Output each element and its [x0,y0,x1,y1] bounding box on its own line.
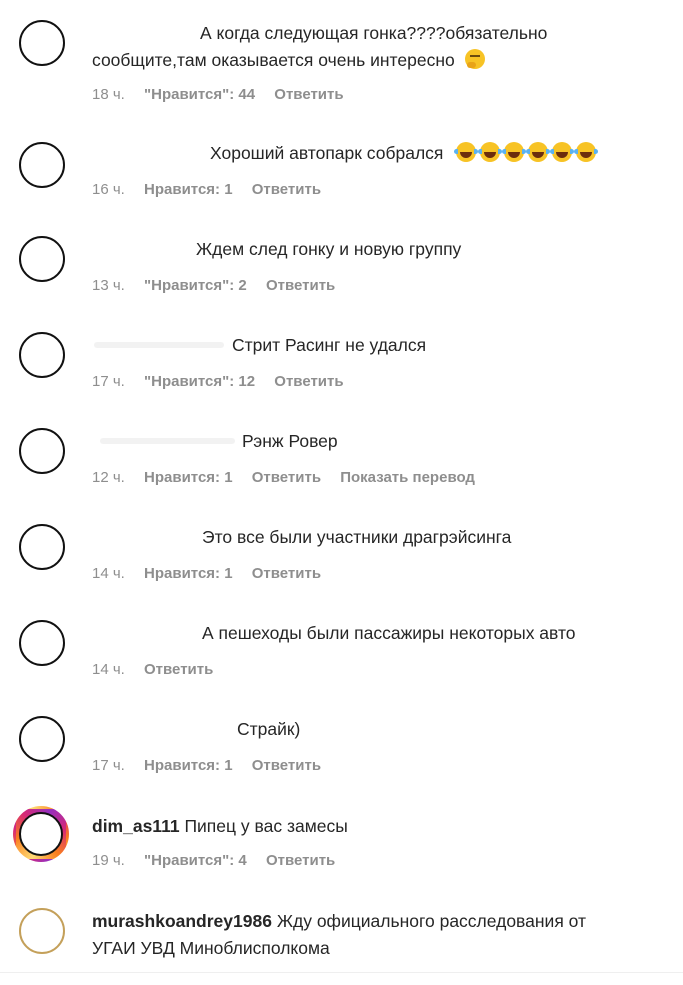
comment-item [0,600,683,696]
comment-text-line: Стрит Расинг не удался [232,335,427,355]
comment-time: 12 ч. [92,469,125,486]
comment-meta [92,86,359,103]
comment-text [92,236,663,263]
like-count-button[interactable]: "Нравится": 44 [144,86,256,103]
comment-text-line: сообщите,там оказывается очень интересно [92,50,455,70]
comment-time: 17 ч. [92,757,125,774]
like-count-button[interactable]: Нравится: 1 [144,469,233,486]
comment-item [0,504,683,600]
comment-text [92,908,663,962]
laughing-tears-icon [456,142,476,162]
comment-text-line: Жду официального расследования от [276,911,587,931]
avatar[interactable] [19,524,65,570]
laughing-tears-icon [504,142,524,162]
comment-text-line: Рэнж Ровер [242,431,338,451]
divider [0,972,683,973]
avatar[interactable] [19,428,65,474]
comment-text [92,620,663,647]
avatar[interactable] [19,332,65,378]
comment-item [0,888,683,985]
comment-text-line: А когда следующая гонка????обязательно [200,23,548,43]
comment-meta [92,757,336,774]
comment-item [0,792,683,888]
comment-item [0,408,683,504]
comment-time: 17 ч. [92,373,125,390]
comment-item [0,312,683,408]
comment-text [92,428,663,455]
thinking-face-icon [465,49,485,69]
comment-text [92,813,663,840]
comment-text-line: А пешеходы были пассажиры некоторых авто [202,623,576,643]
like-count-button[interactable]: "Нравится": 4 [144,852,247,869]
comment-meta [92,277,350,294]
show-translation-button[interactable]: Показать перевод [340,469,475,486]
avatar-with-story-ring[interactable] [13,806,69,862]
comment-time: 16 ч. [92,181,125,198]
comment-text [92,716,663,743]
comment-text-line: Пипец у вас замесы [184,816,348,836]
comment-meta [92,469,490,486]
comment-username[interactable]: dim_as111 [92,816,180,836]
comment-text [92,140,663,167]
comment-username[interactable]: murashkoandrey1986 [92,911,272,931]
reply-button[interactable]: Ответить [274,86,344,103]
reply-button[interactable]: Ответить [251,565,322,582]
reply-button[interactable]: Ответить [265,277,336,294]
laughing-tears-icon [576,142,596,162]
avatar[interactable] [19,908,65,954]
avatar [19,812,63,856]
comment-item [0,120,683,216]
comment-meta [92,661,228,678]
avatar[interactable] [19,620,65,666]
comment-meta [92,373,359,390]
comment-time: 14 ч. [92,661,125,678]
comment-meta [92,565,336,582]
reply-button[interactable]: Ответить [274,373,344,390]
avatar[interactable] [19,716,65,762]
comment-text-line: УГАИ УВД Миноблисполкома [92,938,330,958]
like-count-button[interactable]: "Нравится": 12 [144,373,256,390]
comment-time: 13 ч. [92,277,125,294]
avatar[interactable] [19,142,65,188]
like-count-button[interactable]: Нравится: 1 [144,757,233,774]
comment-text-line: Хороший автопарк собрался [210,143,444,163]
reply-button[interactable]: Ответить [144,661,214,678]
avatar[interactable] [19,236,65,282]
reply-button[interactable]: Ответить [251,757,322,774]
comment-text [92,20,663,74]
comment-meta [92,181,336,198]
reply-button[interactable]: Ответить [265,852,336,869]
like-count-button[interactable]: Нравится: 1 [144,565,233,582]
like-count-button[interactable]: Нравится: 1 [144,181,233,198]
laughing-tears-icon [528,142,548,162]
comment-text-line: Это все были участники драгрэйсинга [202,527,512,547]
reply-button[interactable]: Ответить [251,181,322,198]
comment-time: 18 ч. [92,86,125,103]
avatar[interactable] [19,20,65,66]
comment-item [0,216,683,312]
comment-item [0,0,683,120]
laughing-tears-icon [552,142,572,162]
like-count-button[interactable]: "Нравится": 2 [144,277,247,294]
comment-text-line: Страйк) [237,719,301,739]
comment-item [0,696,683,792]
laughing-tears-icon [480,142,500,162]
reply-button[interactable]: Ответить [251,469,322,486]
comment-text-line: Ждем след гонку и новую группу [196,239,462,259]
comment-text [92,524,663,551]
comment-text [92,332,663,359]
comment-time: 19 ч. [92,852,125,869]
comment-meta [92,852,350,869]
comment-time: 14 ч. [92,565,125,582]
